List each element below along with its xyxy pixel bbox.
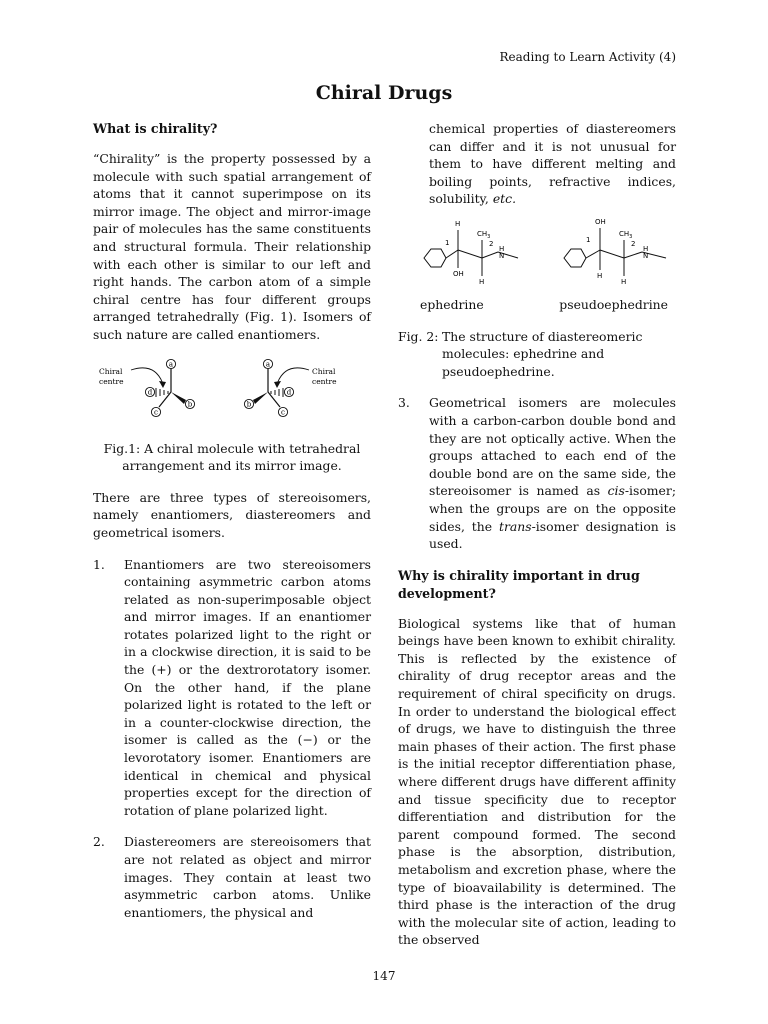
- benzene-ring-pseudoephedrine: [564, 249, 586, 267]
- atom-ch3-ephedrine: $CH_3$: [477, 229, 491, 240]
- list-item-number: 2.: [93, 834, 105, 850]
- list-item-number: 3.: [398, 395, 410, 411]
- paragraph-drug-development: Biological systems like that of human beings have been known to exhibit chirality. This is reflected by the existence of chirality of drug receptor areas and the requirement of chiral specificity on drugs. In order to understand the biological effect of drugs, we have to distinguish the three main phases of their action. The first phase is the initial receptor differentiation phase, where different drugs have different affinity and tissue specificity due to receptor differentiation and distribution for the parent compound formed. The second phase is the absorption, distribution, metabolism and excretion phase, where the type of bioavailability is determined. The third phase is the interaction of the drug with the molecular site of action, leading to the observed: [398, 615, 676, 948]
- chiral-label-right-2: centre: [312, 376, 337, 386]
- atom-b-right-label: b: [246, 400, 252, 409]
- page-title: Chiral Drugs: [315, 82, 453, 104]
- chiral-label-right-1: Chiral: [312, 366, 336, 376]
- atom-n-ephedrine: N: [499, 251, 505, 260]
- chiral-molecule-diagram: [93, 358, 371, 432]
- list-item-number: 1.: [93, 556, 105, 572]
- atom-h-pseudoephedrine-2: H: [621, 277, 627, 286]
- wedge-b-right: [253, 392, 268, 404]
- bond-c-left: [159, 392, 171, 407]
- pseudoephedrine-label: pseudoephedrine: [559, 296, 668, 312]
- list-item-geometrical-isomers: 3. Geometrical isomers are molecules with a carbon-carbon double bond and they are not optically active. When the groups attached to each end of the double bond are on the same side, the stereoisomer is named as cis-isomer; when the groups are on the opposite sides, the trans-isomer designation is used.: [398, 395, 676, 552]
- chiral-label-left-2: centre: [99, 376, 124, 386]
- atom-h-pseudoephedrine-3: H: [643, 244, 649, 253]
- figure-1-caption: [93, 440, 371, 475]
- list-item-diastereomers-continued: [398, 120, 676, 208]
- section-heading-chirality: What is chirality?: [93, 121, 218, 136]
- atom-ch3-pseudoephedrine: $CH_3$: [619, 229, 633, 240]
- atom-h-ephedrine-1: H: [455, 219, 461, 228]
- chiral-label-left-1: Chiral: [99, 366, 123, 376]
- page-number: 147: [372, 969, 396, 983]
- figure-2-labels: [398, 296, 676, 314]
- figure-1-caption-line1: A chiral molecule with tetrahedral: [144, 440, 361, 456]
- hash-d-left: [156, 388, 168, 397]
- figure-1-caption-line2: arrangement and its mirror image.: [122, 458, 342, 474]
- atom-n-pseudoephedrine: N: [643, 251, 649, 260]
- carbon-number-1-pseudoephedrine: 1: [586, 235, 591, 244]
- atom-b-left-label: b: [187, 400, 193, 409]
- arrowhead-right: [274, 381, 281, 388]
- paragraph-stereoisomer-types: There are three types of stereoisomers, namely enantiomers, diastereomers and geometrical isomers.: [93, 489, 371, 540]
- etc-text: etc.: [492, 191, 517, 207]
- paragraph-chirality-definition: “Chirality” is the property possessed by a molecule with such spatial arrangement of atoms that it cannot superimpose on its mirror image. The object and mirror-image pair of molecules has the same constituents and structural formula. Their relationship with each other is similar to our left and right hands. The carbon atom of a simple chiral centre has four different groups arranged tetrahedrally (Fig. 1). Isomers of such nature are called enantiomers.: [93, 151, 371, 342]
- figure-2-caption: [398, 328, 676, 381]
- section-heading-importance: Why is chirality important in drug development?: [398, 567, 640, 601]
- bond-c-right: [268, 392, 280, 407]
- arrow-left: [131, 367, 163, 383]
- hash-d-right: [271, 388, 283, 397]
- wedge-b-left: [171, 392, 186, 404]
- ephedrine-label: ephedrine: [420, 296, 484, 312]
- atom-oh-pseudoephedrine: OH: [595, 217, 606, 226]
- figure-2: [398, 212, 676, 296]
- figure-2-caption-label: Fig. 2:: [398, 328, 439, 344]
- ephedrine-structures-diagram: [398, 212, 676, 296]
- figure-2-caption-line1: The structure of diastereomeric: [442, 328, 643, 344]
- list-item-text: Enantiomers are two stereoisomers containing asymmetric carbon atoms related as non-superimposable object and mirror images. If an enantiomer rotates polarized light to the right or in a clockwise direction, it is said to be the (+) or the dextrorotatory isomer. On the other hand, if the plane polarized light is rotated to the left or in a counter-clockwise direction, the isomer is called as the (−) or the levorotatory isomer. Enantiomers are identical in chemical and physical properties except for the direction of rotation of plane polarized light.: [124, 556, 371, 818]
- benzene-ring-ephedrine: [424, 249, 446, 267]
- atom-a-left-label: a: [168, 360, 174, 369]
- atom-a-right-label: a: [265, 360, 271, 369]
- running-header: Reading to Learn Activity (4): [499, 50, 676, 64]
- atom-c-right-label: c: [281, 408, 285, 417]
- atom-d-right-label: d: [286, 388, 292, 397]
- figure-2-caption-line3: pseudoephedrine.: [442, 363, 555, 379]
- atom-h-ephedrine-3: H: [499, 244, 505, 253]
- figure-1: [93, 358, 371, 432]
- atom-h-ephedrine-2: H: [479, 277, 485, 286]
- atom-oh-ephedrine: OH: [453, 269, 464, 278]
- arrow-right: [277, 367, 309, 383]
- carbon-number-1-ephedrine: 1: [445, 238, 450, 247]
- list-item-enantiomers: [93, 556, 371, 820]
- atom-d-left-label: d: [147, 388, 153, 397]
- right-column: [398, 120, 676, 949]
- left-column: [93, 120, 371, 921]
- figure-1-caption-label: Fig.1:: [103, 440, 141, 456]
- arrowhead-left: [159, 381, 166, 388]
- figure-2-caption-line2: molecules: ephedrine and: [442, 346, 605, 362]
- list-item-diastereomers: [93, 833, 371, 921]
- continued-text: chemical properties of diastereomers can differ and it is not unusual for them to have different melting and boiling points, refractive indices, solubility,: [429, 121, 676, 207]
- atom-h-pseudoephedrine-1: H: [597, 271, 603, 280]
- carbon-number-2-pseudoephedrine: 2: [631, 239, 636, 248]
- carbon-number-2-ephedrine: 2: [489, 239, 494, 248]
- atom-c-left-label: c: [154, 408, 158, 417]
- list-item-text: Diastereomers are stereoisomers that are not related as object and mirror images. They contain at least two asymmetric carbon atoms. Unlike enantiomers, the physical and: [124, 834, 371, 920]
